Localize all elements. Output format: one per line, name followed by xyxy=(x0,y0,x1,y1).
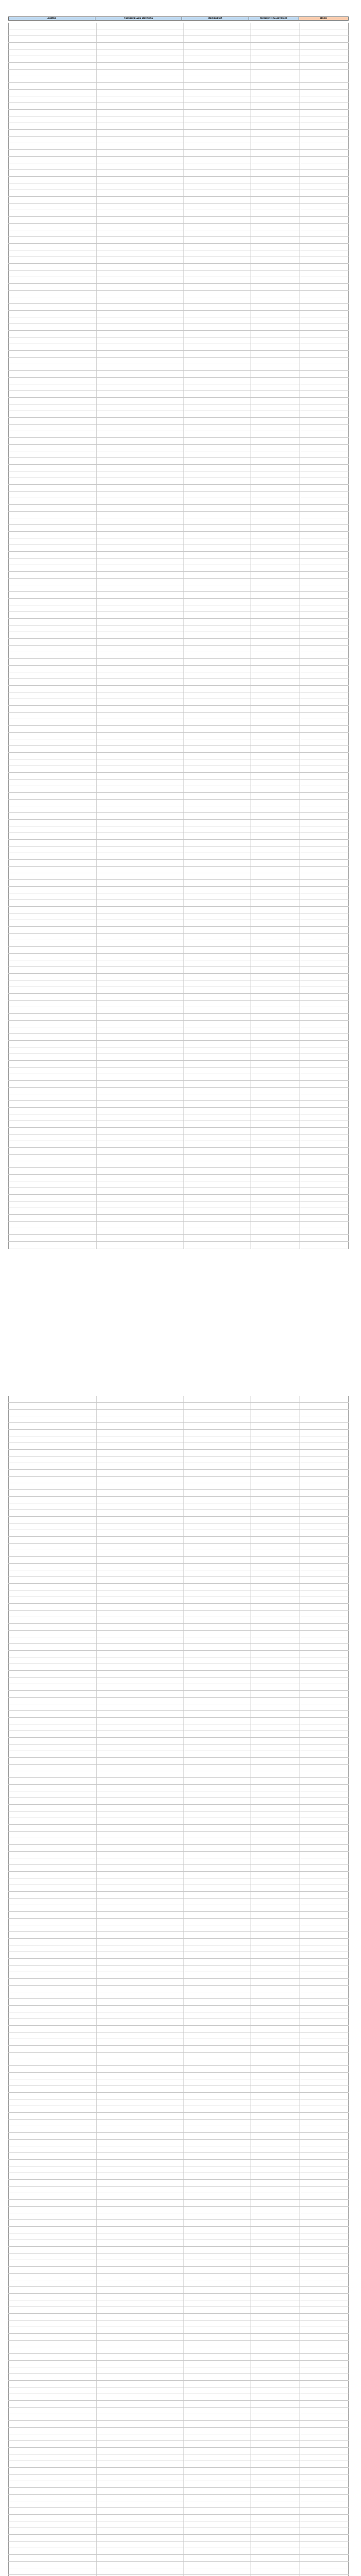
table-rows xyxy=(8,1396,349,2576)
row-grid xyxy=(8,23,349,1249)
column-header-region: ΠΕΡΙΦΕΡΕΙΑ xyxy=(182,17,249,21)
data-table-page-1 xyxy=(8,16,349,21)
column-header-regional-unit: ΠΕΡΙΦΕΡΕΙΑΚΗ ΕΝΟΤΗΤΑ xyxy=(95,17,182,21)
table-body-page-2 xyxy=(8,1396,349,2576)
row-grid xyxy=(8,1396,349,2576)
table-rows xyxy=(8,23,349,1249)
column-header-municipality: ΔΗΜΟΣ xyxy=(9,17,95,21)
column-header-amount: ΠΟΣΟ xyxy=(299,17,348,21)
table-header-row xyxy=(9,17,349,21)
table-body-page-1 xyxy=(8,23,349,1249)
column-header-population: ΜΟΝΙΜΟΣ ΠΛΗΘΥΣΜΟΣ xyxy=(249,17,299,21)
